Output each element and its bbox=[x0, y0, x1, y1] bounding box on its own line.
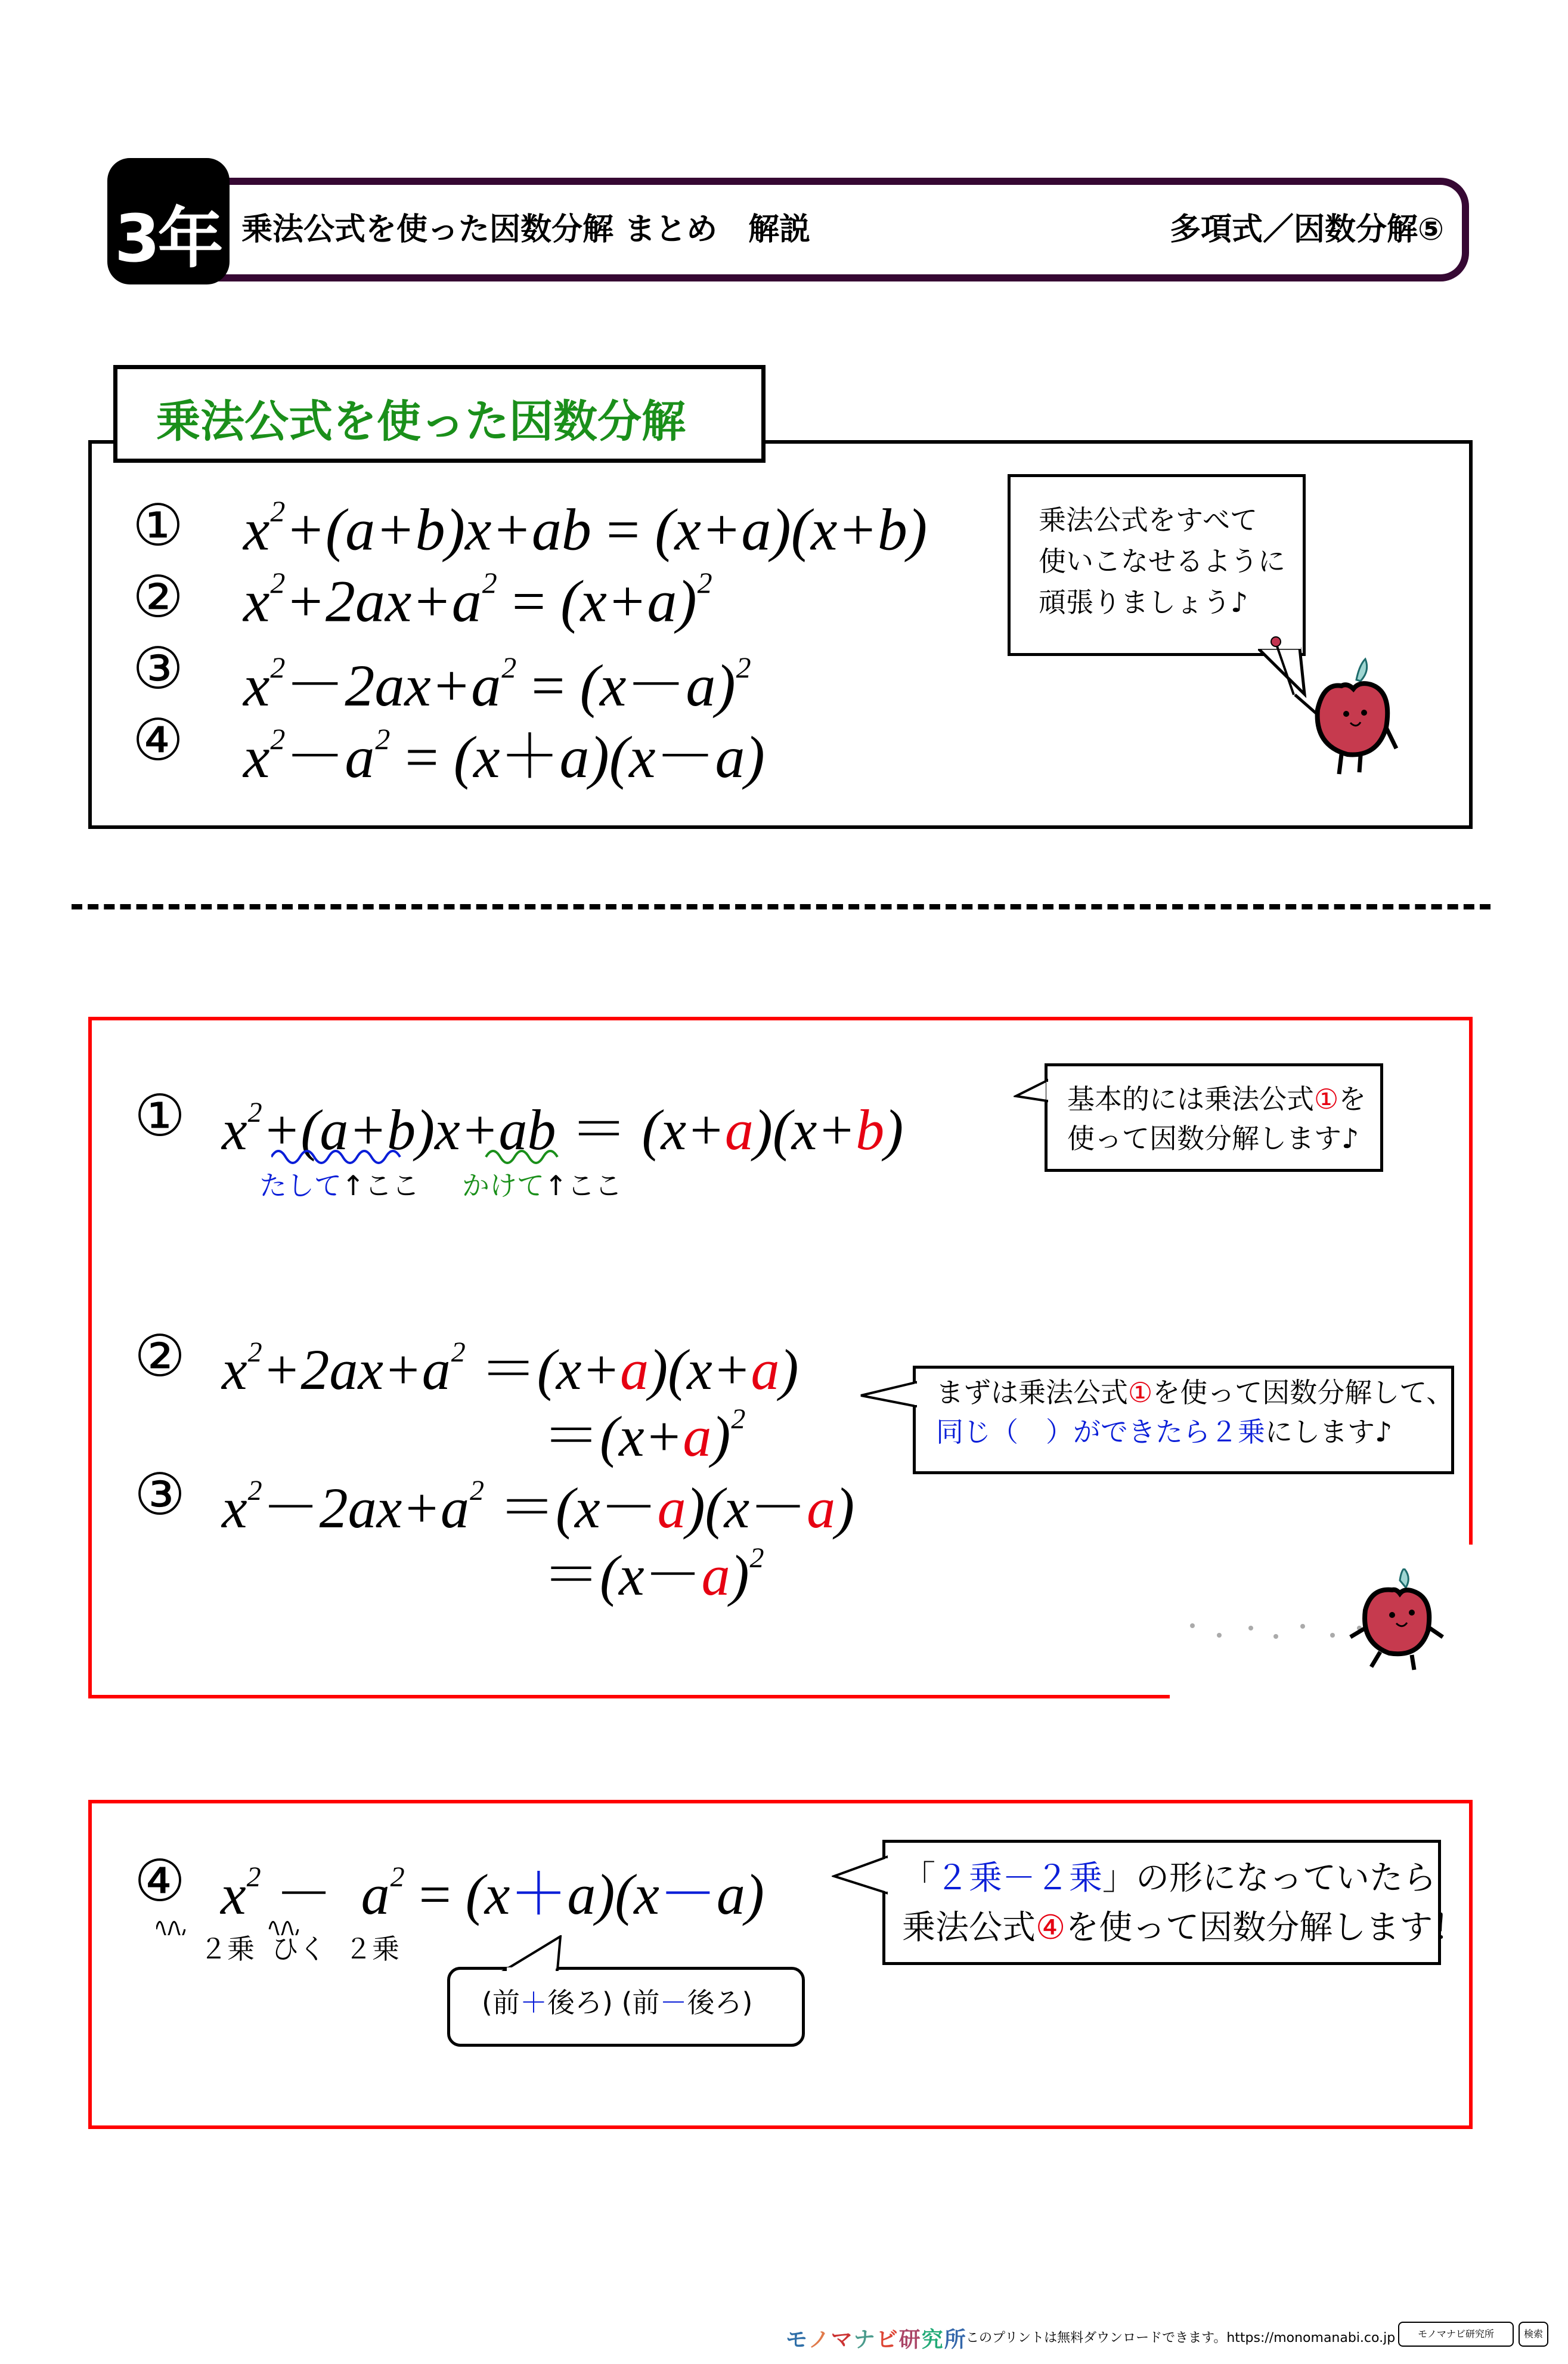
formula-number: ④ bbox=[134, 1849, 186, 1913]
speech-bubble-tail bbox=[832, 1855, 888, 1896]
bubble-text: 「 bbox=[902, 1859, 935, 1898]
speech-bubble-text bbox=[936, 1373, 1454, 1452]
bubble-line: 乗法公式をすべて bbox=[1039, 504, 1258, 536]
formula-number: ① bbox=[134, 1084, 186, 1148]
annotation-minus: ひく bbox=[271, 1933, 326, 1965]
footer-search-input[interactable]: モノマナビ研究所 bbox=[1398, 2322, 1514, 2347]
logo-char: マ bbox=[831, 2328, 854, 2352]
logo-char: 究 bbox=[921, 2328, 944, 2352]
formula-4: $x^2-a^2 = (x+a)(x-a)$ bbox=[243, 722, 765, 790]
bubble-text: を使って因数分解します！ bbox=[1065, 1908, 1467, 1947]
bubble-text: 使って因数分解します♪ bbox=[1067, 1122, 1359, 1155]
bubble-line: 使いこなせるように bbox=[1039, 545, 1285, 577]
explain-formula-4: $x^2 - a^2 = (x+a)(x-a)$ bbox=[221, 1861, 764, 1926]
formula-2: $x^2+2ax+a^2 = (x+a)^2$ bbox=[243, 566, 712, 635]
bubble-text: まずは乗法公式 bbox=[936, 1376, 1128, 1409]
explain-formula-2-step2: $=(x+a)^2$ bbox=[543, 1403, 746, 1468]
hint-part: 後ろ) (前 bbox=[547, 1986, 660, 2019]
speech-bubble-tail bbox=[1014, 1078, 1049, 1114]
hint-plus: ＋ bbox=[519, 1986, 547, 2019]
hint-bubble-tail bbox=[501, 1935, 566, 1971]
logo-char: モ bbox=[786, 2328, 808, 2352]
grade-label: 3年 bbox=[114, 200, 221, 277]
formula-ref: ④ bbox=[1036, 1908, 1066, 1947]
footer-logo[interactable] bbox=[786, 2323, 967, 2353]
hint-minus: － bbox=[659, 1986, 687, 2019]
speech-bubble-tail bbox=[859, 1372, 918, 1407]
page-title: 乗法公式を使った因数分解 まとめ 解説 bbox=[241, 212, 811, 247]
dashed-divider bbox=[72, 904, 1490, 909]
formula-number: ② bbox=[132, 565, 184, 629]
formula-box-title: 乗法公式を使った因数分解 bbox=[156, 396, 686, 447]
bubble-line: 頑張りましょう♪ bbox=[1039, 586, 1248, 618]
formula-number: ③ bbox=[134, 1463, 186, 1527]
formula-number: ① bbox=[132, 494, 184, 558]
logo-char: 所 bbox=[944, 2328, 967, 2352]
explain-formula-1: $x^2+(a+b)x+ab = (x+a)(x+b)$ bbox=[222, 1097, 904, 1162]
explain-formula-2: $x^2+2ax+a^2 =(x+a)(x+a)$ bbox=[222, 1336, 799, 1401]
sum-label: たして bbox=[259, 1169, 342, 1202]
footer-text: このプリントは無料ダウンロードできます。https://monomanabi.co.jp bbox=[966, 2331, 1396, 2346]
bubble-text-highlight: 同じ（ ）ができたら２乗 bbox=[936, 1416, 1265, 1448]
logo-char: ナ bbox=[853, 2328, 876, 2352]
bubble-text: 」の形になっていたら bbox=[1102, 1859, 1436, 1898]
hint-part: 後ろ) bbox=[687, 1986, 753, 2019]
hint-part: (前 bbox=[482, 1986, 520, 2019]
arrow-label: ↑ここ bbox=[342, 1169, 420, 1202]
formula-ref: ① bbox=[1314, 1083, 1339, 1115]
formula-ref: ① bbox=[1128, 1376, 1153, 1409]
annotation-sum bbox=[259, 1164, 420, 1203]
bubble-text: 基本的には乗法公式 bbox=[1067, 1083, 1314, 1115]
bubble-text: 乗法公式 bbox=[902, 1908, 1036, 1947]
speech-bubble-text bbox=[1067, 1079, 1366, 1158]
logo-char: 研 bbox=[898, 2328, 922, 2352]
formula-number: ③ bbox=[132, 637, 184, 701]
product-label: かけて bbox=[462, 1169, 544, 1202]
logo-char: ノ bbox=[808, 2328, 831, 2352]
annotation-square: ２乗 bbox=[345, 1933, 399, 1965]
logo-char: ビ bbox=[876, 2328, 899, 2352]
formula-number: ④ bbox=[132, 708, 184, 772]
arrow-label: ↑ここ bbox=[544, 1169, 622, 1202]
bubble-text: を使って因数分解して、 bbox=[1152, 1376, 1454, 1409]
annotation-square: ２乗 bbox=[200, 1933, 255, 1965]
formula-1: $x^2+(a+b)x+ab = (x+a)(x+b)$ bbox=[243, 494, 928, 563]
apple-mascot-icon bbox=[1258, 632, 1413, 781]
bubble-text: を bbox=[1338, 1083, 1366, 1115]
explain-formula-3-step2: $=(x-a)^2$ bbox=[543, 1542, 764, 1607]
explain-formula-3: $x^2-2ax+a^2 =(x-a)(x-a)$ bbox=[222, 1475, 855, 1540]
speech-bubble-text bbox=[902, 1854, 1466, 1953]
bubble-text: にします♪ bbox=[1265, 1416, 1393, 1448]
bubble-text-highlight: ２乗－２乗 bbox=[935, 1859, 1102, 1898]
footer-search-button[interactable]: 検索 bbox=[1519, 2322, 1548, 2347]
walking-apple-icon bbox=[1186, 1568, 1455, 1688]
unit-label: 多項式／因数分解⑤ bbox=[1169, 212, 1444, 247]
annotation-product bbox=[462, 1164, 622, 1203]
formula-3: $x^2-2ax+a^2 = (x-a)^2$ bbox=[243, 650, 751, 719]
speech-bubble-text bbox=[1039, 500, 1285, 623]
formula-number: ② bbox=[134, 1325, 186, 1388]
hint-text bbox=[482, 1981, 752, 2020]
